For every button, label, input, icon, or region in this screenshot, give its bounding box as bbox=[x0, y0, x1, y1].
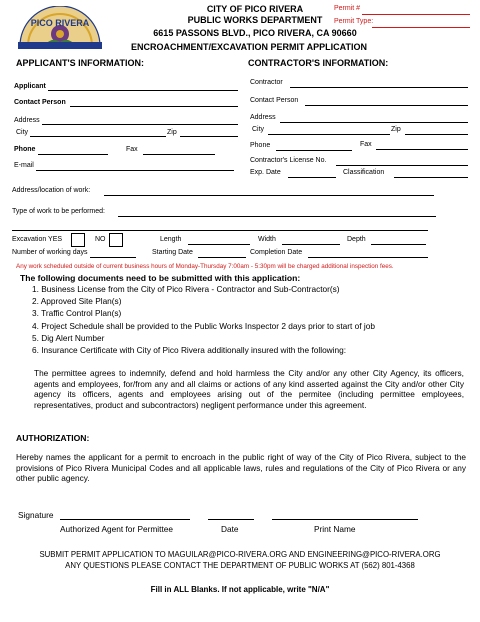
applicant-email-label: E-mail bbox=[14, 162, 34, 169]
logo-text: PICO RIVERA bbox=[30, 18, 90, 28]
contractor-contact-label: Contact Person bbox=[250, 97, 299, 104]
working-days-label: Number of working days bbox=[12, 249, 88, 256]
permit-number-field[interactable] bbox=[362, 14, 470, 15]
signature-date-field[interactable] bbox=[208, 519, 254, 520]
applicant-phone-field[interactable] bbox=[38, 154, 108, 155]
document-item: 2. Approved Site Plan(s) bbox=[32, 296, 122, 307]
contractor-field[interactable] bbox=[290, 87, 468, 88]
applicant-fax-label: Fax bbox=[126, 146, 138, 153]
depth-field[interactable] bbox=[371, 244, 426, 245]
indemnity-paragraph: The permittee agrees to indemnify, defend and hold harmless the City and/or any other City Agency, its officers, agents and employees, for/from any and all claims or actions of any kind asserted against the City and/or other City agency its officers, agents and employees arising out of the permitee (including permittee employees, representatives, product and subcontractors) negligent performance under this agreement. bbox=[34, 368, 464, 410]
contractor-phone-field[interactable] bbox=[276, 150, 352, 151]
completion-date-label: Completion Date bbox=[250, 249, 303, 256]
starting-date-field[interactable] bbox=[198, 257, 246, 258]
starting-date-label: Starting Date bbox=[152, 249, 193, 256]
authorization-paragraph: Hereby names the applicant for a permit to encroach in the public right of way of the City of Pico Rivera, subject to the provisions of Pico Rivera Municipal Codes and all applicable laws, rules and regulations of the City of Pico Rivera or any other public agency. bbox=[16, 452, 466, 483]
applicant-label: Applicant bbox=[14, 83, 46, 90]
document-item: 1. Business License from the City of Pico Rivera - Contractor and Sub-Contractor(s) bbox=[32, 284, 340, 294]
contractor-label: Contractor bbox=[250, 79, 283, 86]
contractor-address-label: Address bbox=[250, 114, 276, 121]
excavation-no-checkbox[interactable] bbox=[109, 233, 123, 247]
applicant-zip-field[interactable] bbox=[180, 136, 238, 137]
document-item: 5. Dig Alert Number bbox=[32, 332, 105, 343]
documents-list bbox=[32, 283, 375, 356]
applicant-city-label: City bbox=[16, 129, 29, 136]
applicant-address-label: Address bbox=[14, 117, 40, 124]
work-type-field-2[interactable] bbox=[12, 230, 428, 231]
length-field[interactable] bbox=[188, 244, 250, 245]
fill-instructions: Fill in ALL Blanks. If not applicable, write "N/A" bbox=[150, 585, 330, 594]
form-title: ENCROACHMENT/EXCAVATION PERMIT APPLICATION bbox=[131, 42, 367, 52]
contractor-section-title: CONTRACTOR'S INFORMATION: bbox=[248, 58, 389, 68]
width-label: Width bbox=[258, 236, 276, 243]
inspection-fee-notice: Any work scheduled outside of current business hours of Monday-Thursday 7:00am - 5:30pm will be charged additional inspection fees. bbox=[16, 263, 394, 270]
contractor-exp-field[interactable] bbox=[288, 177, 336, 178]
department-name: PUBLIC WORKS DEPARTMENT bbox=[187, 15, 323, 25]
work-type-label: Type of work to be performed: bbox=[12, 208, 105, 215]
applicant-email-field[interactable] bbox=[36, 170, 234, 171]
contractor-phone-label: Phone bbox=[250, 142, 271, 149]
applicant-city-field[interactable] bbox=[30, 136, 166, 137]
authorization-title: AUTHORIZATION: bbox=[16, 433, 90, 443]
print-name-label: Print Name bbox=[314, 524, 356, 534]
applicant-fax-field[interactable] bbox=[143, 154, 215, 155]
contractor-contact-field[interactable] bbox=[305, 105, 468, 106]
contractor-fax-label: Fax bbox=[360, 141, 372, 148]
authorized-agent-label: Authorized Agent for Permittee bbox=[60, 524, 173, 534]
excavation-yes-label: Excavation YES bbox=[12, 236, 63, 243]
city-name: CITY OF PICO RIVERA bbox=[206, 4, 304, 14]
permit-number-label: Permit # bbox=[334, 5, 361, 12]
document-item: 6. Insurance Certificate with City of Pico Rivera additionally insured with the following: bbox=[32, 345, 347, 356]
width-field[interactable] bbox=[282, 244, 340, 245]
document-item: 4. Project Schedule shall be provided to the Public Works Inspector 2 days prior to start of job bbox=[32, 320, 375, 331]
document-item: 3. Traffic Control Plan(s) bbox=[32, 308, 122, 319]
applicant-section-title: APPLICANT'S INFORMATION: bbox=[16, 58, 144, 68]
contractor-license-label: Contractor's License No. bbox=[250, 157, 327, 164]
work-type-field[interactable] bbox=[118, 216, 436, 217]
contractor-city-field[interactable] bbox=[268, 134, 390, 135]
department-address: 6615 PASSONS BLVD., PICO RIVERA, CA 90660 bbox=[153, 28, 357, 38]
permit-type-label: Permit Type: bbox=[334, 18, 374, 25]
applicant-zip-label: Zip bbox=[167, 129, 177, 136]
contractor-classification-field[interactable] bbox=[394, 177, 468, 178]
contractor-zip-field[interactable] bbox=[405, 134, 468, 135]
completion-date-field[interactable] bbox=[308, 257, 428, 258]
excavation-yes-checkbox[interactable] bbox=[71, 233, 85, 247]
applicant-field[interactable] bbox=[48, 90, 238, 91]
print-name-field[interactable] bbox=[272, 519, 418, 520]
submit-instructions: SUBMIT PERMIT APPLICATION TO MAGUILAR@PICO-RIVERA.ORG AND ENGINEERING@PICO-RIVERA.ORG bbox=[39, 550, 441, 559]
city-logo bbox=[14, 6, 106, 50]
date-label: Date bbox=[221, 524, 239, 534]
documents-title: The following documents need to be submitted with this application: bbox=[20, 273, 301, 283]
depth-label: Depth bbox=[347, 236, 366, 243]
excavation-no-label: NO bbox=[95, 236, 106, 243]
signature-label: Signature bbox=[18, 510, 54, 520]
contractor-fax-field[interactable] bbox=[376, 149, 468, 150]
permit-type-field[interactable] bbox=[372, 27, 470, 28]
work-location-label: Address/location of work: bbox=[12, 187, 91, 194]
applicant-address-field[interactable] bbox=[42, 124, 238, 125]
applicant-phone-label: Phone bbox=[14, 146, 36, 153]
length-label: Length bbox=[160, 236, 182, 243]
signature-field[interactable] bbox=[60, 519, 190, 520]
contractor-address-field[interactable] bbox=[280, 122, 468, 123]
applicant-contact-field[interactable] bbox=[70, 106, 238, 107]
contractor-zip-label: Zip bbox=[391, 126, 401, 133]
contractor-city-label: City bbox=[252, 126, 265, 133]
contractor-license-field[interactable] bbox=[336, 165, 468, 166]
work-location-field[interactable] bbox=[104, 195, 434, 196]
contractor-exp-label: Exp. Date bbox=[250, 169, 281, 176]
contractor-classification-label: Classification bbox=[343, 169, 385, 176]
applicant-contact-label: Contact Person bbox=[14, 99, 66, 106]
working-days-field[interactable] bbox=[90, 257, 136, 258]
contact-instructions: ANY QUESTIONS PLEASE CONTACT THE DEPARTMENT OF PUBLIC WORKS AT (562) 801-4368 bbox=[65, 561, 415, 570]
